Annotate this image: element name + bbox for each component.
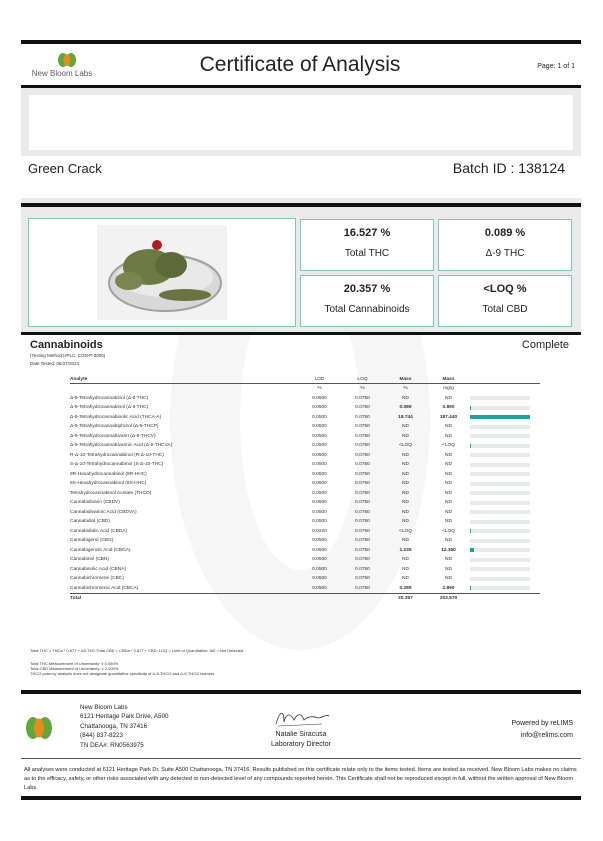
table-row [70,432,540,442]
mass-pct-value: ND [402,519,409,525]
mass-mg-value: ND [445,395,452,401]
analyte-name: Δ-8-Tetrahydrocannabinol (Δ-8 THC) [70,395,149,401]
mass-pct-value: ND [402,452,409,458]
header-mass-mg: Mass [427,375,470,384]
analyte-name: Cannabigerol (CBG) [70,538,114,544]
level-bar-track [470,520,530,524]
analyte-name: Tetrahydrocannabinol Acetate (THCO) [70,490,152,496]
lod-value: 0.0500 [312,414,327,420]
mass-pct-value: ND [402,576,409,582]
signer-name: Natalie Siracusa [275,731,327,738]
disclaimer-rule [21,758,581,759]
level-bar-fill [470,406,471,410]
level-bar-track [470,396,530,400]
table-row [70,584,540,594]
leaf-logo-icon [56,52,78,68]
mass-pct-value: ND [402,509,409,515]
level-bar-track [470,415,530,419]
contact-email[interactable]: info@relims.com [520,732,573,739]
table-body [70,394,540,604]
footer-logo-icon [24,716,54,740]
table-row [70,536,540,546]
lab-address [80,703,169,750]
powered-by-text: Powered by reLIMS [511,720,573,727]
level-bar-track [470,491,530,495]
loq-value: 0.0750 [355,585,370,591]
loq-value: 0.0750 [355,576,370,582]
table-row [70,470,540,480]
table-row [70,460,540,470]
table-row [70,441,540,451]
mass-pct-value: ND [402,424,409,430]
section-title: Cannabinoids [30,339,103,351]
unit-mass-pct: % [403,386,408,392]
cbd-uncertainty: Total CBD Measurement of Uncertainty: ± 2.000% [30,666,119,671]
lod-value: 0.0500 [312,566,327,572]
total-cbd-label: Total CBD [482,304,528,315]
table-row [70,489,540,499]
level-bar-fill [470,444,471,448]
cannabinoids-table [70,375,540,604]
level-bar-cell [470,584,540,594]
mass-pct-value: ND [402,462,409,468]
table-units-row [70,384,540,394]
mass-mg-value: <LOQ [442,443,455,449]
bottom-rule [21,796,581,800]
total-cbd-card [438,275,572,327]
level-bar-cell [470,527,540,537]
loq-value: 0.0750 [355,519,370,525]
level-bar-track [470,567,530,571]
level-bar-track [470,501,530,505]
analyte-name: Δ-9-Tetrahydrocannabivarinic Acid (Δ-9-THCVA) [70,443,173,449]
lod-value: 0.0500 [312,585,327,591]
level-bar-cell [470,479,540,489]
lab-dea: TN DEA#: RN0563975 [80,741,144,749]
level-bar-track [470,406,530,410]
thc-uncertainty: Total THC Measurement of Uncertainty: ± 0.050% [30,661,119,666]
total-thc-label: Total THC [344,248,390,259]
level-bar-fill [470,548,474,552]
loq-value: 0.0750 [355,490,370,496]
document-title: Certificate of Analysis [199,53,401,76]
lab-phone: (844) 837-8223 [80,732,124,740]
mass-pct-value: <LOQ [399,528,412,534]
lod-value: 0.0500 [312,424,327,430]
header-analyte: Analyte [70,375,298,384]
loq-value: 0.0750 [355,424,370,430]
level-bar-cell [470,451,540,461]
header-mass-pct: Mass [384,375,427,384]
table-row [70,546,540,556]
level-bar-cell [470,555,540,565]
level-bar-track [470,482,530,486]
lod-value: 0.0500 [312,547,327,553]
total-thc-card [300,219,434,271]
analyte-name: Δ-9-Tetrahydrocannabiphorol (Δ-9-THCP) [70,424,159,430]
date-tested: Date Tested: 06/27/2023 [30,361,79,366]
sample-band [21,88,581,203]
total-cannabinoids-value: 20.357 % [343,283,391,295]
mass-mg-value: ND [445,500,452,506]
analyte-name: R-Δ-10-Tetrahydrocannabinol (R-Δ-10-THC) [70,452,164,458]
lod-value: 0.0500 [312,481,327,487]
level-bar-track [470,425,530,429]
analyte-name: S-Δ-10-Tetrahydrocannabinol (S-Δ-10-THC) [70,462,164,468]
mass-pct-value: ND [402,500,409,506]
level-bar-cell [470,394,540,404]
table-row [70,451,540,461]
loq-value: 0.0750 [355,414,370,420]
footer-rule [21,690,581,694]
total-row [70,594,540,604]
address-line-2: Chattanooga, TN 37416 [80,722,148,730]
level-bar-track [470,453,530,457]
mass-pct-value: ND [402,538,409,544]
mass-pct-value: ND [402,433,409,439]
mass-mg-value: 12.350 [441,547,456,553]
level-bar-cell [470,432,540,442]
total-lod-empty [298,594,341,604]
batch-id: Batch ID : 138124 [452,160,565,176]
loq-value: 0.0750 [355,528,370,534]
lod-value: 0.0500 [312,519,327,525]
level-bar-track [470,444,530,448]
lod-value: 0.0220 [312,528,327,534]
level-bar-track [470,586,530,590]
level-bar-cell [470,422,540,432]
unit-mass-mg: mg/g [443,386,454,392]
sample-photo [97,225,227,320]
table-row [70,413,540,423]
analyte-name: Δ-9-Tetrahydrocannabinol (Δ-9 THC) [70,405,149,411]
analyte-name: Cannabinol (CBN) [70,557,109,563]
mass-mg-value: ND [445,490,452,496]
level-bar-cell [470,565,540,575]
analyte-name: Cannabichromene (CBC) [70,576,124,582]
mass-mg-value: ND [445,481,452,487]
analyte-name: 9R-Hexahydrocannabinol (9R-HHC) [70,471,147,477]
mass-mg-value: ND [445,509,452,515]
header-lod: LOD [298,375,341,384]
total-loq-empty [341,594,384,604]
table-header-row [70,375,540,384]
mass-pct-value: 0.289 [399,585,412,591]
lod-value: 0.0500 [312,490,327,496]
mass-mg-value: ND [445,576,452,582]
unit-lod: % [317,386,322,392]
total-cbd-value: <LOQ % [483,283,527,295]
level-bar-track [470,558,530,562]
analyte-name: Δ-9-Tetrahydrocannabinolic Acid (THCA-A) [70,414,162,420]
total-cannabinoids-label: Total Cannabinoids [324,304,410,315]
level-bar-cell [470,546,540,556]
loq-value: 0.0750 [355,452,370,458]
loq-value: 0.0750 [355,433,370,439]
table-row [70,574,540,584]
level-bar-track [470,539,530,543]
page-number: Page: 1 of 1 [537,63,575,70]
table-row [70,508,540,518]
lod-value: 0.0500 [312,500,327,506]
total-bar-empty [470,594,540,604]
strain-name: Green Crack [28,161,102,176]
mass-mg-value: ND [445,471,452,477]
lod-value: 0.0500 [312,433,327,439]
loq-value: 0.0750 [355,557,370,563]
thco-note: THCO potency analysis does not designate quantitative specificity of Δ-8-THCO and Δ-9-THCO isomers [30,671,215,676]
cannabinoids-rule [21,332,581,335]
total-thc-value: 16.527 % [343,227,391,239]
mass-mg-value: ND [445,519,452,525]
lod-value: 0.0500 [312,462,327,468]
testing-method: (Testing Method:HPLC, CON-P-3000) [30,353,106,358]
mass-mg-value: 0.890 [442,405,455,411]
loq-value: 0.0750 [355,462,370,468]
loq-value: 0.0750 [355,509,370,515]
signature-image [272,706,332,730]
formula-note: Total THC = THCa * 0.877 + Δ9-THC;Total CBD = CBDa * 0.877 + CBD; LOQ = Limit of Quantitation; ND = Not Detected. [30,648,245,653]
level-bar-track [470,472,530,476]
lod-value: 0.0500 [312,538,327,544]
level-bar-cell [470,460,540,470]
level-bar-cell [470,413,540,423]
mass-mg-value: ND [445,424,452,430]
mass-mg-value: 187.440 [439,414,458,420]
mass-pct-value: <LOQ [399,443,412,449]
table-row [70,527,540,537]
unit-analyte [70,384,298,394]
analyte-name: Cannabidivarinic Acid (CBDVA) [70,509,137,515]
lod-value: 0.0500 [312,557,327,563]
table-row [70,555,540,565]
analyte-name: Cannabidiolic Acid (CBDA) [70,528,128,534]
table-row [70,517,540,527]
loq-value: 0.0750 [355,395,370,401]
mass-mg-value: ND [445,433,452,439]
signatory [256,730,346,750]
loq-value: 0.0750 [355,471,370,477]
table-row [70,479,540,489]
unit-loq: % [360,386,365,392]
total-mass-mg: 203.570 [427,594,470,604]
mass-mg-value: <LOQ [442,528,455,534]
table-row [70,394,540,404]
mass-mg-value: ND [445,452,452,458]
table-row [70,565,540,575]
loq-value: 0.0750 [355,566,370,572]
d9-thc-label: Δ-9 THC [485,248,525,259]
analyte-name: Cannabigerolic Acid (CBGA) [70,547,131,553]
level-bar-cell [470,536,540,546]
level-bar-track [470,577,530,581]
lod-value: 0.0500 [312,471,327,477]
level-bar-cell [470,574,540,584]
level-bar-fill [470,586,471,590]
total-cannabinoids-card [300,275,434,327]
analyte-name: Cannabidiol (CBD) [70,519,110,525]
table-row [70,422,540,432]
signer-title: Laboratory Director [271,741,331,748]
mass-pct-value: ND [402,395,409,401]
level-bar-track [470,548,530,552]
client-info-box [29,95,573,150]
disclaimer-text: All analyses were conducted at 6121 Heritage Park Dr, Suite A500 Chattanooga, TN 37416. Results published on this certificate relate only to the items tested. Items are tested as received. New Bloom Labs makes no claims as to the efficacy, safety, or other risks associated with any detected or non-detected level of any compounds reported herein. This Certificate shall not be reproduced except in full, without the written approval of New Bloom Labs. [24,767,577,791]
loq-value: 0.0750 [355,500,370,506]
analyte-name: Cannabichromenic Acid (CBCA) [70,585,139,591]
top-rule [21,40,581,44]
mass-mg-value: ND [445,557,452,563]
table-row [70,403,540,413]
level-bar-cell [470,470,540,480]
total-mass-pct: 20.357 [384,594,427,604]
lab-name: New Bloom Labs [80,704,128,711]
logo-text: New Bloom Labs [31,69,93,78]
total-label: Total [70,594,298,604]
level-bar-cell [470,508,540,518]
level-bar-cell [470,489,540,499]
section-status: Complete [521,339,569,351]
lod-value: 0.0500 [312,443,327,449]
lod-value: 0.0500 [312,452,327,458]
mass-pct-value: 1.235 [399,547,412,553]
level-bar-fill [470,415,530,419]
lod-value: 0.0500 [312,405,327,411]
analyte-name: 9S-Hexahydrocannabinol (9S-HHC) [70,481,147,487]
mass-mg-value: ND [445,538,452,544]
header-bar [470,375,540,384]
level-bar-track [470,510,530,514]
level-bar-cell [470,441,540,451]
loq-value: 0.0750 [355,538,370,544]
level-bar-fill [470,529,471,533]
table-row [70,498,540,508]
level-bar-cell [470,498,540,508]
level-bar-track [470,463,530,467]
mass-pct-value: ND [402,471,409,477]
mass-pct-value: 18.744 [398,414,413,420]
mass-pct-value: ND [402,557,409,563]
level-bar-cell [470,403,540,413]
loq-value: 0.0750 [355,443,370,449]
sample-image-card [28,218,296,327]
mass-pct-value: ND [402,481,409,487]
mass-mg-value: ND [445,566,452,572]
loq-value: 0.0750 [355,405,370,411]
level-bar-cell [470,517,540,527]
loq-value: 0.0750 [355,481,370,487]
analyte-name: Cannabinolic Acid (CBNA) [70,566,126,572]
header-loq: LOQ [341,375,384,384]
mass-mg-value: ND [445,462,452,468]
analyte-name: Δ-9-Tetrahydrocannabivarin (Δ-9-THCV) [70,433,156,439]
analyte-name: Cannabidivarin (CBDV) [70,500,120,506]
mass-pct-value: ND [402,566,409,572]
d9-thc-value: 0.089 % [484,227,526,239]
powered-by [512,718,573,742]
loq-value: 0.0750 [355,547,370,553]
mass-mg-value: 2.890 [442,585,455,591]
level-bar-track [470,529,530,533]
level-bar-track [470,434,530,438]
lod-value: 0.0500 [312,509,327,515]
mass-pct-value: ND [402,490,409,496]
lod-value: 0.0500 [312,576,327,582]
mass-pct-value: 0.089 [399,405,412,411]
d9-thc-card [438,219,572,271]
address-line-1: 6121 Heritage Park Drive, A500 [80,713,169,721]
lod-value: 0.0500 [312,395,327,401]
